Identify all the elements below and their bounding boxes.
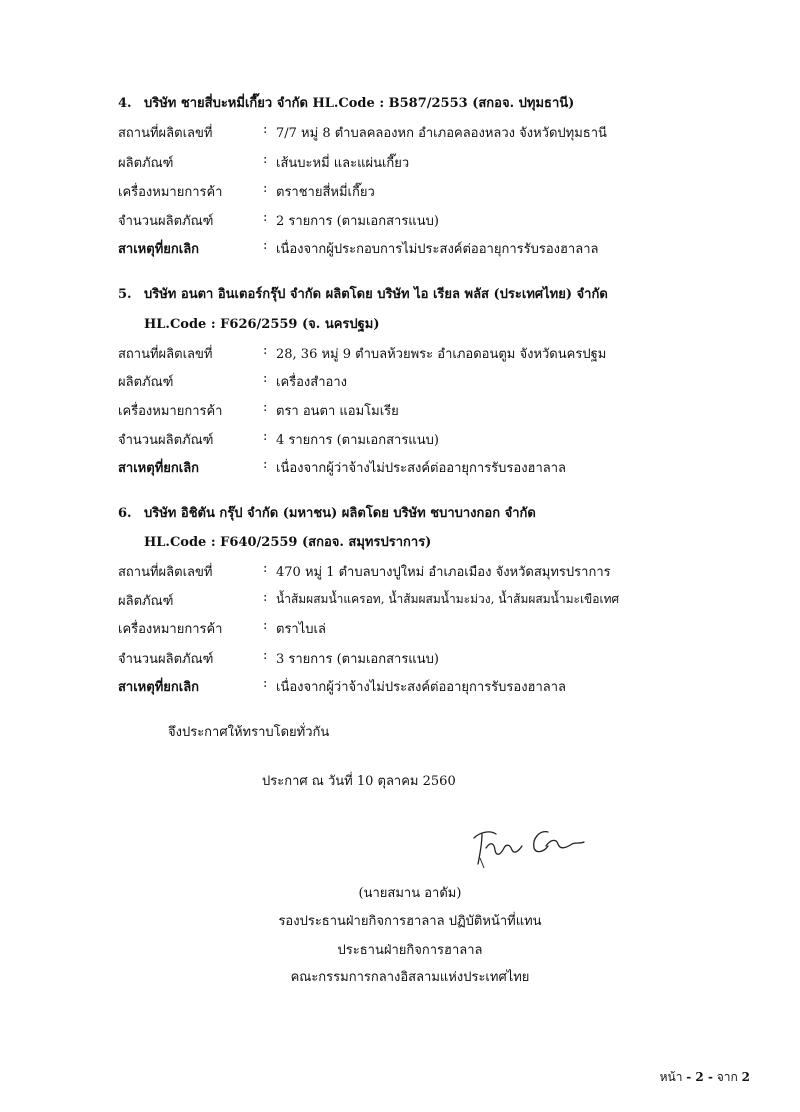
field-label: จำนวนผลิตภัณฑ์ — [118, 652, 214, 667]
field-value: 3 รายการ (ตามเอกสารแนบ) — [276, 652, 439, 667]
field-label: สถานที่ผลิตเลขที่ — [118, 565, 213, 580]
field-label: สาเหตุที่ยกเลิก — [118, 680, 200, 695]
signatory-title-1: รองประธานฝ่ายกิจการฮาลาล ปฏิบัติหน้าที่แทน — [278, 914, 542, 929]
field-colon: : — [263, 343, 268, 358]
signatory-name: (นายสมาน อาดัม) — [358, 886, 462, 901]
field-value: เนื่องจากผู้ว่าจ้างไม่ประสงค์ต่ออายุการรับรองฮาลาล — [276, 461, 567, 476]
section-5-heading — [118, 283, 608, 304]
field-value: เครื่องสำอาง — [276, 375, 347, 390]
section-title: บริษัท อนตา อินเตอร์กรุ๊ป จำกัด ผลิตโดย บริษัท ไอ เรียล พลัส (ประเทศไทย) จำกัด — [144, 287, 608, 302]
field-colon: : — [263, 210, 268, 225]
field-value: ตรา อนตา แอมโมเรีย — [276, 404, 399, 419]
section-4-heading — [118, 92, 574, 113]
field-value: 4 รายการ (ตามเอกสารแนบ) — [276, 433, 439, 448]
field-colon: : — [263, 676, 268, 691]
field-label: สถานที่ผลิตเลขที่ — [118, 347, 213, 362]
section-5-code-line: HL.Code : F626/2559 (จ. นครปฐม) — [144, 317, 380, 332]
field-label: ผลิตภัณฑ์ — [118, 375, 174, 390]
field-colon: : — [263, 152, 268, 167]
field-label: ผลิตภัณฑ์ — [118, 156, 174, 171]
signatory-title-2: ประธานฝ่ายกิจการฮาลาล — [337, 943, 483, 958]
signatory-title-3: คณะกรรมการกลางอิสลามแห่งประเทศไทย — [290, 970, 530, 985]
field-value: น้ำส้มผสมน้ำแครอท, น้ำส้มผสมน้ำมะม่วง, น้ำส้มผสมน้ำมะเขือเทศ — [276, 592, 620, 606]
field-label: ผลิตภัณฑ์ — [118, 594, 174, 609]
field-value: เนื่องจากผู้ว่าจ้างไม่ประสงค์ต่ออายุการรับรองฮาลาล — [276, 680, 567, 695]
field-value: 2 รายการ (ตามเอกสารแนบ) — [276, 214, 439, 229]
field-colon: : — [263, 648, 268, 663]
field-colon: : — [263, 371, 268, 386]
page-current: - 2 - — [686, 1070, 713, 1084]
field-label: สาเหตุที่ยกเลิก — [118, 242, 200, 257]
page-total: 2 — [741, 1070, 750, 1084]
field-value: 28, 36 หมู่ 9 ตำบลห้วยพระ อำเภอดอนตูม จังหวัดนครปฐม — [276, 347, 607, 362]
section-number: 6. — [118, 506, 132, 521]
field-colon: : — [263, 238, 268, 253]
field-colon: : — [263, 122, 268, 137]
field-label: เครื่องหมายการค้า — [118, 622, 223, 637]
field-colon: : — [263, 590, 268, 605]
field-value: 7/7 หมู่ 8 ตำบลคลองหก อำเภอคลองหลวง จังหวัดปทุมธานี — [276, 126, 607, 141]
field-label: สาเหตุที่ยกเลิก — [118, 461, 200, 476]
field-label: จำนวนผลิตภัณฑ์ — [118, 214, 214, 229]
field-value: ตราไบเล่ — [276, 622, 326, 637]
field-label: จำนวนผลิตภัณฑ์ — [118, 433, 214, 448]
field-label: เครื่องหมายการค้า — [118, 404, 223, 419]
page-number-footer — [660, 1068, 750, 1087]
field-label: เครื่องหมายการค้า — [118, 185, 223, 200]
field-value: เส้นบะหมี่ และแผ่นเกี๊ยว — [276, 156, 410, 171]
handwritten-signature — [468, 818, 588, 870]
field-colon: : — [263, 400, 268, 415]
section-6-code-line: HL.Code : F640/2559 (สกอจ. สมุทรปราการ) — [144, 535, 432, 550]
field-value: เนื่องจากผู้ประกอบการไม่ประสงค์ต่ออายุการรับรองฮาลาล — [276, 242, 599, 257]
announcement-date: ประกาศ ณ วันที่ 10 ตุลาคม 2560 — [262, 774, 456, 789]
field-value: 470 หมู่ 1 ตำบลบางปูใหม่ อำเภอเมือง จังหวัดสมุทรปราการ — [276, 565, 611, 580]
field-colon: : — [263, 457, 268, 472]
of-word: จาก — [716, 1070, 738, 1084]
closing-statement: จึงประกาศให้ทราบโดยทั่วกัน — [168, 725, 330, 740]
section-number: 4. — [118, 96, 132, 111]
field-colon: : — [263, 618, 268, 633]
section-number: 5. — [118, 287, 132, 302]
section-title: บริษัท ชายสี่บะหมี่เกี๊ยว จำกัด HL.Code : B587/2553 (สกอจ. ปทุมธานี) — [144, 96, 575, 111]
field-colon: : — [263, 561, 268, 576]
section-title: บริษัท อิชิตัน กรุ๊ป จำกัด (มหาชน) ผลิตโดย บริษัท ชบาบางกอก จำกัด — [144, 506, 536, 521]
field-colon: : — [263, 181, 268, 196]
field-colon: : — [263, 429, 268, 444]
field-value: ตราชายสี่หมี่เกี๊ยว — [276, 185, 375, 200]
section-6-heading — [118, 502, 536, 523]
page-word: หน้า — [659, 1070, 683, 1084]
field-label: สถานที่ผลิตเลขที่ — [118, 126, 213, 141]
